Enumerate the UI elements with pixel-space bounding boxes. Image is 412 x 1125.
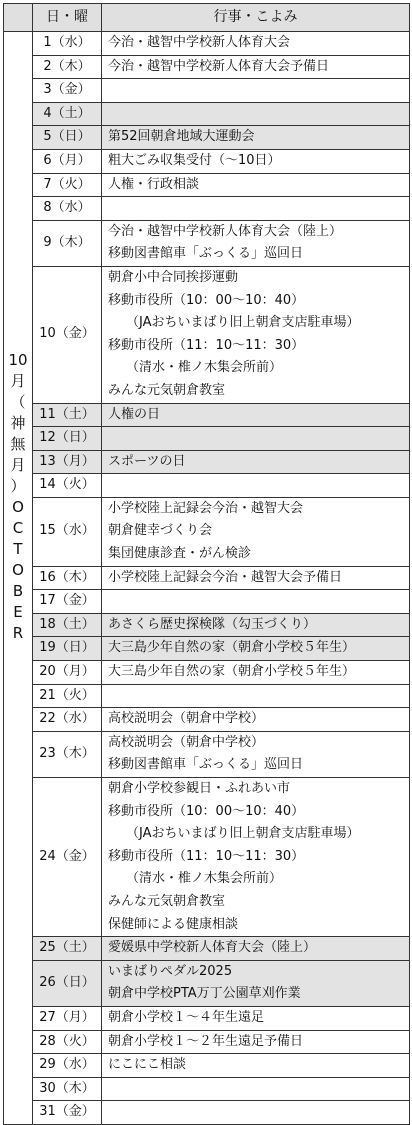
table-row [4,403,410,427]
day-cell: 29（水） [33,1054,102,1078]
table-row [4,590,410,614]
event-cell [102,197,410,221]
event-text: みんな元気朝倉教室 [108,382,226,398]
event-cell [102,637,410,661]
day-cell: 23（木） [33,731,102,777]
event-text: 大三島少年自然の家（朝倉小学校５年生） [108,640,356,656]
table-row [4,126,410,150]
day-cell: 8（水） [33,197,102,221]
event-text: 集団健康診査・がん検診 [108,546,252,562]
event-cell [102,778,410,937]
month-label-char: O [12,498,24,516]
event-cell [102,32,410,56]
event-text: 小学校陸上記録会今治・越智大会 [108,500,304,516]
event-text: 朝倉小学校１〜２年生遠足予備日 [108,1033,304,1049]
month-label-char: E [13,603,23,621]
event-text: 高校説明会（朝倉中学校） [108,711,265,727]
event-cell [102,220,410,266]
table-row [4,149,410,173]
event-cell [102,403,410,427]
day-cell: 22（水） [33,708,102,732]
table-row [4,1101,410,1125]
month-label-char: 月 [10,372,26,390]
day-cell: 5（日） [33,126,102,150]
event-cell [102,102,410,126]
month-label-char: B [12,582,24,600]
month-label-char: ） [10,477,26,495]
event-text: 朝倉小学校１〜４年生遠足 [108,1009,265,1025]
event-cell [102,590,410,614]
day-cell: 20（月） [33,661,102,685]
month-label-char: C [12,519,24,537]
table-row [4,497,410,566]
event-cell [102,149,410,173]
table-row [4,1054,410,1078]
header-row [4,4,410,32]
month-label-cell [4,32,33,1125]
day-cell: 28（火） [33,1030,102,1054]
day-cell: 4（土） [33,102,102,126]
month-label-char: 10 [8,351,28,369]
event-text: 今治・越智中学校新人体育大会（陸上） [108,223,343,239]
day-cell: 30（木） [33,1077,102,1101]
calendar-body [4,32,410,1125]
event-cell [102,173,410,197]
month-header [4,4,33,32]
table-row [4,32,410,56]
day-cell: 26（日） [33,960,102,1006]
month-label-char: R [12,624,24,642]
day-cell: 18（土） [33,613,102,637]
event-cell [102,1054,410,1078]
table-row [4,173,410,197]
event-cell [102,497,410,566]
day-cell: 3（金） [33,79,102,103]
day-cell: 27（月） [33,1006,102,1030]
event-text: （JAおちいまばり旧上朝倉支店駐車場） [126,826,360,842]
event-cell [102,450,410,474]
event-text: 第52回朝倉地域大運動会 [108,129,255,145]
event-text: 愛媛県中学校新人体育大会（陸上） [108,940,317,956]
event-text: （JAおちいまばり旧上朝倉支店駐車場） [126,315,360,331]
event-text: 大三島少年自然の家（朝倉小学校５年生） [108,664,356,680]
event-text: 保健師による健康相談 [108,916,239,932]
month-label-char: 神 [10,414,26,432]
day-cell: 24（金） [33,778,102,937]
event-text: 今治・越智中学校新人体育大会 [108,35,291,50]
event-text: あさくら歴史探検隊（勾玉づくり） [108,616,317,632]
day-header: 日・曜 [33,4,102,32]
event-cell [102,960,410,1006]
day-cell: 19（日） [33,637,102,661]
table-row [4,637,410,661]
event-cell [102,79,410,103]
event-text: （清水・椎ノ木集会所前） [126,360,283,376]
table-row [4,778,410,937]
month-label-char: （ [10,393,26,411]
day-cell: 11（土） [33,403,102,427]
day-cell: 1（水） [33,32,102,56]
event-text: 移動市役所（10：00〜10：40） [108,292,305,308]
event-cell [102,708,410,732]
event-cell [102,566,410,590]
event-cell [102,684,410,708]
month-label-char: 無 [10,435,26,453]
day-cell: 10（金） [33,266,102,403]
event-text: 今治・越智中学校新人体育大会予備日 [108,58,330,74]
event-cell [102,427,410,451]
table-row [4,450,410,474]
table-row [4,731,410,777]
month-label-char: 月 [10,456,26,474]
event-text: 移動図書館車「ぶっくる」巡回日 [108,246,304,262]
event-text: 移動市役所（11：10〜11：30） [108,337,305,353]
table-row [4,1006,410,1030]
table-row [4,220,410,266]
table-row [4,79,410,103]
day-cell: 13（月） [33,450,102,474]
table-row [4,197,410,221]
event-text: 移動図書館車「ぶっくる」巡回日 [108,757,304,773]
event-text: 粗大ごみ収集受付（〜10日） [108,152,281,168]
event-text: スポーツの日 [108,453,186,469]
event-text: にこにこ相談 [108,1057,187,1073]
event-cell [102,1077,410,1101]
table-row [4,613,410,637]
table-row [4,1030,410,1054]
event-cell [102,661,410,685]
table-row [4,937,410,961]
event-text: 移動市役所（10：00〜10：40） [108,803,305,819]
event-text: みんな元気朝倉教室 [108,893,226,909]
event-text: 小学校陸上記録会今治・越智大会予備日 [108,569,343,585]
day-cell: 9（木） [33,220,102,266]
day-cell: 17（金） [33,590,102,614]
month-label-char: T [13,540,23,558]
event-text: いまばりペダル2025 [108,963,233,979]
day-cell: 12（日） [33,427,102,451]
day-cell: 25（土） [33,937,102,961]
event-cell [102,266,410,403]
table-row [4,661,410,685]
table-row [4,684,410,708]
table-row [4,266,410,403]
event-text: 朝倉小中合同挨拶運動 [108,269,239,285]
event-header: 行事・こよみ [102,4,410,32]
day-cell: 6（月） [33,149,102,173]
event-text: （清水・椎ノ木集会所前） [126,871,283,887]
event-text: 朝倉健幸づくり会 [108,523,213,539]
event-cell [102,613,410,637]
table-row [4,55,410,79]
event-text: 移動市役所（11：10〜11：30） [108,848,305,864]
table-row [4,960,410,1006]
event-cell [102,731,410,777]
day-cell: 15（水） [33,497,102,566]
event-cell [102,1030,410,1054]
day-cell: 7（火） [33,173,102,197]
event-cell [102,474,410,498]
month-label-char: O [12,561,24,579]
table-row [4,427,410,451]
day-cell: 21（火） [33,684,102,708]
day-cell: 31（金） [33,1101,102,1125]
day-cell: 2（木） [33,55,102,79]
table-row [4,708,410,732]
day-cell: 16（木） [33,566,102,590]
event-text: 朝倉中学校PTA万丁公園草刈作業 [108,986,301,1002]
table-row [4,566,410,590]
day-cell: 14（火） [33,474,102,498]
table-row [4,1077,410,1101]
table-row [4,102,410,126]
event-cell [102,1101,410,1125]
event-cell [102,126,410,150]
calendar-table [3,3,410,1125]
event-cell [102,937,410,961]
event-cell [102,55,410,79]
event-text: 人権の日 [108,406,161,422]
table-row [4,474,410,498]
event-text: 朝倉小学校参観日・ふれあい市 [108,781,291,796]
event-text: 高校説明会（朝倉中学校） [108,734,265,750]
event-text: 人権・行政相談 [108,176,200,192]
event-cell [102,1006,410,1030]
